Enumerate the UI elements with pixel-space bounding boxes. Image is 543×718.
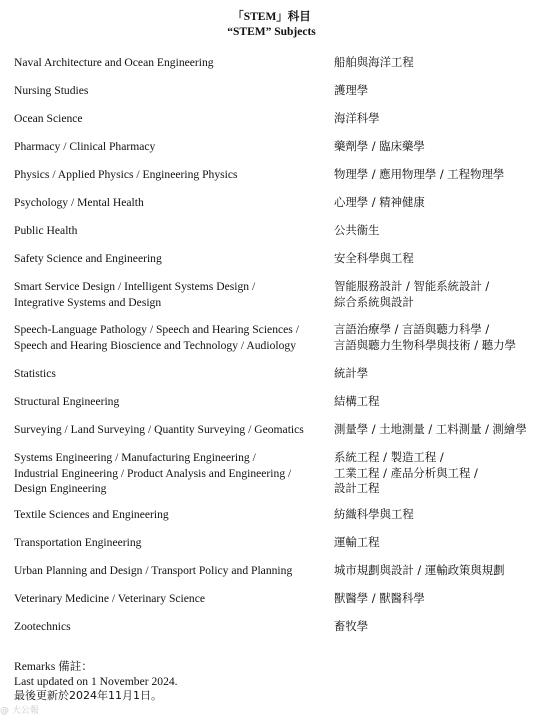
subject-name-chinese bbox=[334, 279, 534, 310]
subject-name-chinese bbox=[334, 167, 534, 183]
subject-name-english bbox=[14, 111, 319, 127]
remarks-block bbox=[14, 660, 178, 704]
subject-english-line: Ocean Science bbox=[14, 112, 83, 125]
subject-name-chinese bbox=[334, 591, 534, 607]
subject-name-chinese bbox=[334, 450, 534, 497]
subject-english-line: Systems Engineering / Manufacturing Engineering / bbox=[14, 451, 256, 464]
subject-english-line: Naval Architecture and Ocean Engineering bbox=[14, 56, 214, 69]
watermark: @ 大公報 bbox=[0, 706, 39, 716]
subject-name-chinese bbox=[334, 83, 534, 99]
page-title-english: “STEM” Subjects bbox=[227, 26, 316, 38]
subject-name-english bbox=[14, 619, 319, 635]
subject-name-chinese bbox=[334, 507, 534, 523]
subject-english-line: Pharmacy / Clinical Pharmacy bbox=[14, 140, 156, 153]
last-updated-chinese: 最後更新於2024年11月1日。 bbox=[14, 689, 162, 702]
subject-chinese-line: 城市規劃與設計 / 運輸政策與規劃 bbox=[334, 563, 505, 577]
subject-name-chinese bbox=[334, 251, 534, 267]
subject-name-english bbox=[14, 507, 319, 523]
subject-name-english bbox=[14, 591, 319, 607]
subject-chinese-line: 系統工程 / 製造工程 / bbox=[334, 450, 444, 464]
subject-name-chinese bbox=[334, 139, 534, 155]
page-title-chinese: 「STEM」科目 bbox=[232, 11, 311, 23]
subject-chinese-line: 設計工程 bbox=[334, 481, 380, 495]
subject-chinese-line: 言語治療學 / 言語與聽力科學 / bbox=[334, 322, 490, 336]
subject-name-english bbox=[14, 139, 319, 155]
subject-english-line: Integrative Systems and Design bbox=[14, 295, 162, 309]
subject-name-english bbox=[14, 366, 319, 382]
subject-english-line: Public Health bbox=[14, 224, 78, 237]
subject-chinese-line: 綜合系統與設計 bbox=[334, 294, 414, 309]
subject-name-english bbox=[14, 535, 319, 551]
subject-chinese-line: 工業工程 / 產品分析與工程 / bbox=[334, 465, 478, 480]
subject-chinese-line: 安全科學與工程 bbox=[334, 251, 414, 265]
subject-name-english bbox=[14, 167, 319, 183]
subject-name-english bbox=[14, 422, 319, 438]
subject-name-english bbox=[14, 55, 319, 71]
subject-name-chinese bbox=[334, 322, 534, 353]
subject-name-english bbox=[14, 195, 319, 211]
subject-chinese-line: 言語與聽力生物科學與技術 / 聽力學 bbox=[334, 337, 516, 352]
subject-name-chinese bbox=[334, 422, 534, 438]
subject-english-line: Industrial Engineering / Product Analysis and Engineering / bbox=[14, 466, 292, 480]
subject-chinese-line: 藥劑學 / 臨床藥學 bbox=[334, 139, 425, 153]
subject-name-chinese bbox=[334, 394, 534, 410]
subject-english-line: Nursing Studies bbox=[14, 84, 89, 97]
subject-chinese-line: 船舶與海洋工程 bbox=[334, 55, 414, 69]
subject-chinese-line: 獸醫學 / 獸醫科學 bbox=[334, 591, 425, 605]
subject-name-chinese bbox=[334, 223, 534, 239]
subject-name-english bbox=[14, 223, 319, 239]
subject-english-line: Speech and Hearing Bioscience and Technology / Audiology bbox=[14, 338, 296, 352]
subject-english-line: Veterinary Medicine / Veterinary Science bbox=[14, 592, 206, 605]
subject-english-line: Surveying / Land Surveying / Quantity Surveying / Geomatics bbox=[14, 423, 304, 436]
subject-chinese-line: 心理學 / 精神健康 bbox=[334, 195, 425, 209]
subject-chinese-line: 結構工程 bbox=[334, 394, 380, 408]
subject-chinese-line: 紡織科學與工程 bbox=[334, 507, 414, 521]
subject-chinese-line: 物理學 / 應用物理學 / 工程物理學 bbox=[334, 167, 505, 181]
subject-name-chinese bbox=[334, 111, 534, 127]
subject-name-chinese bbox=[334, 366, 534, 382]
subject-english-line: Physics / Applied Physics / Engineering Physics bbox=[14, 168, 238, 181]
subject-name-english bbox=[14, 322, 319, 353]
subject-english-line: Smart Service Design / Intelligent Systems Design / bbox=[14, 280, 256, 293]
subject-english-line: Psychology / Mental Health bbox=[14, 196, 144, 209]
subject-name-english bbox=[14, 394, 319, 410]
subject-chinese-line: 統計學 bbox=[334, 366, 369, 380]
subject-english-line: Structural Engineering bbox=[14, 395, 120, 408]
subject-name-chinese bbox=[334, 535, 534, 551]
subject-name-chinese bbox=[334, 55, 534, 71]
subject-english-line: Textile Sciences and Engineering bbox=[14, 508, 169, 521]
subject-english-line: Statistics bbox=[14, 367, 56, 380]
subject-chinese-line: 運輸工程 bbox=[334, 535, 380, 549]
subject-name-chinese bbox=[334, 195, 534, 211]
subject-name-english bbox=[14, 251, 319, 267]
subject-chinese-line: 智能服務設計 / 智能系統設計 / bbox=[334, 279, 490, 293]
subject-chinese-line: 測量學 / 土地測量 / 工料測量 / 測繪學 bbox=[334, 422, 527, 436]
subject-name-english bbox=[14, 83, 319, 99]
subject-english-line: Design Engineering bbox=[14, 482, 107, 495]
subject-name-english bbox=[14, 563, 319, 579]
remarks-label: Remarks 備註： bbox=[14, 660, 93, 673]
subject-english-line: Urban Planning and Design / Transport Policy and Planning bbox=[14, 564, 293, 577]
subject-chinese-line: 公共衞生 bbox=[334, 223, 380, 237]
subject-english-line: Speech-Language Pathology / Speech and Hearing Sciences / bbox=[14, 323, 299, 336]
subject-name-chinese bbox=[334, 619, 534, 635]
subject-english-line: Transportation Engineering bbox=[14, 536, 142, 549]
subject-english-line: Safety Science and Engineering bbox=[14, 252, 162, 265]
subject-chinese-line: 畜牧學 bbox=[334, 619, 369, 633]
last-updated-english: Last updated on 1 November 2024. bbox=[14, 674, 178, 688]
subject-name-chinese bbox=[334, 563, 534, 579]
subject-name-english bbox=[14, 450, 319, 497]
subject-name-english bbox=[14, 279, 319, 310]
subject-english-line: Zootechnics bbox=[14, 620, 71, 633]
subject-chinese-line: 海洋科學 bbox=[334, 111, 380, 125]
subject-chinese-line: 護理學 bbox=[334, 83, 369, 97]
